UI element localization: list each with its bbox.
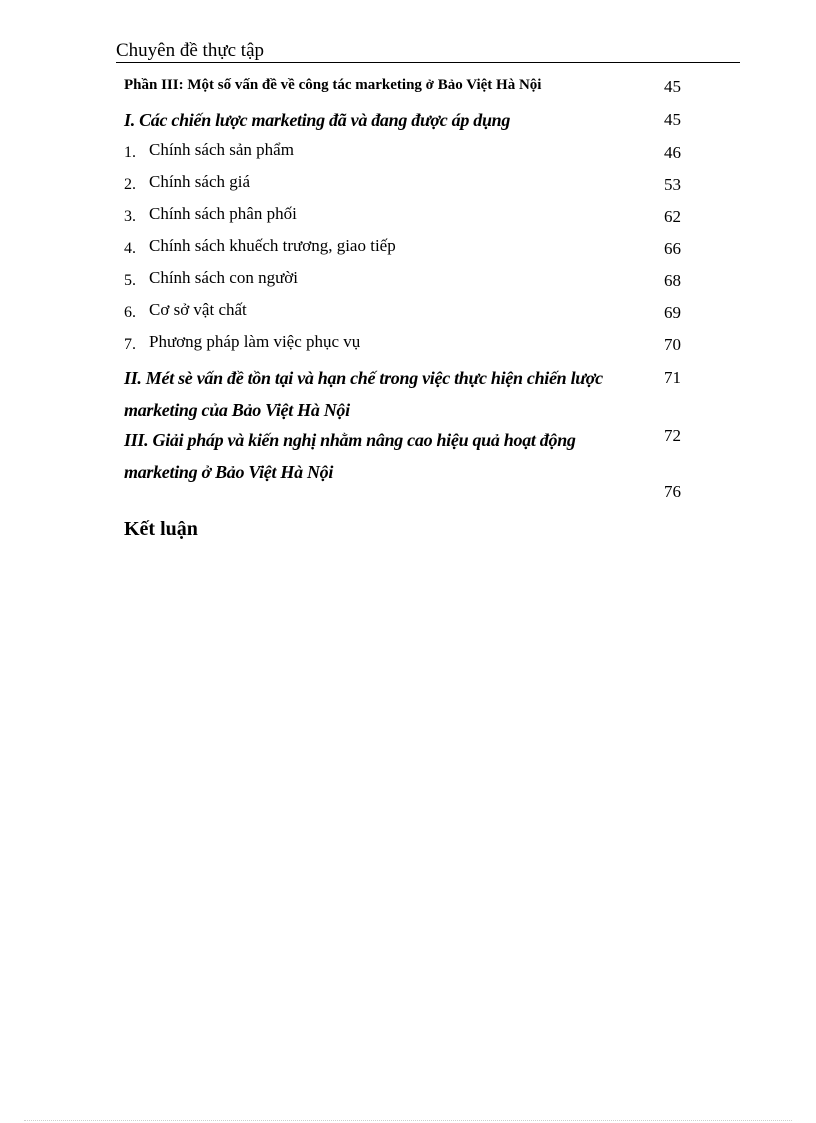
toc-item-label: Phương pháp làm việc phục vụ (149, 332, 361, 351)
toc-part-page: 45 (664, 77, 681, 96)
toc-section1-page: 45 (664, 110, 681, 129)
toc-section2-label: II. Mét sè vấn đề tồn tại và hạn chế trong việc thực hiện chiến lược marketing của Bảo Việt Hà Nội (124, 368, 603, 420)
toc-item-number: 7. (124, 336, 136, 353)
page-header (116, 40, 740, 63)
toc-item-number: 1. (124, 144, 136, 161)
toc-conclusion-page: 76 (664, 482, 681, 501)
toc-item-label: Chính sách con người (149, 268, 298, 287)
toc-item-number: 4. (124, 240, 136, 257)
toc-item-page: 46 (664, 143, 681, 162)
toc-section2-page: 71 (664, 368, 681, 387)
toc-section3-page: 72 (664, 426, 681, 445)
toc-item-page: 66 (664, 239, 681, 258)
toc-item-number: 5. (124, 272, 136, 289)
toc-item-page: 62 (664, 207, 681, 226)
toc-item-label: Chính sách phân phối (149, 204, 297, 223)
page-bottom-divider (24, 1120, 792, 1121)
toc-item-label: Chính sách sản phẩm (149, 140, 294, 159)
toc-part-label: Phần III: Một số vấn đề về công tác marketing ở Bảo Việt Hà Nội (124, 77, 542, 93)
toc-item-number: 2. (124, 176, 136, 193)
toc-item-label: Chính sách giá (149, 172, 251, 191)
toc-item-label: Cơ sở vật chất (149, 300, 247, 319)
toc-section1-label: I. Các chiến lược marketing đã và đang được áp dụng (124, 110, 511, 130)
toc-section3-label: III. Giải pháp và kiến nghị nhằm nâng cao hiệu quả hoạt động marketing ở Bảo Việt Hà Nội (124, 430, 576, 482)
toc-item-label: Chính sách khuếch trương, giao tiếp (149, 236, 396, 255)
header-title: Chuyên đề thực tập (116, 40, 265, 61)
toc-item-number: 3. (124, 208, 136, 225)
toc-item-page: 53 (664, 175, 681, 194)
toc-item-number: 6. (124, 304, 136, 321)
toc-conclusion-label: Kết luận (124, 518, 198, 540)
toc-item-page: 68 (664, 271, 681, 290)
toc-item-page: 70 (664, 335, 681, 354)
toc-item-page: 69 (664, 303, 681, 322)
